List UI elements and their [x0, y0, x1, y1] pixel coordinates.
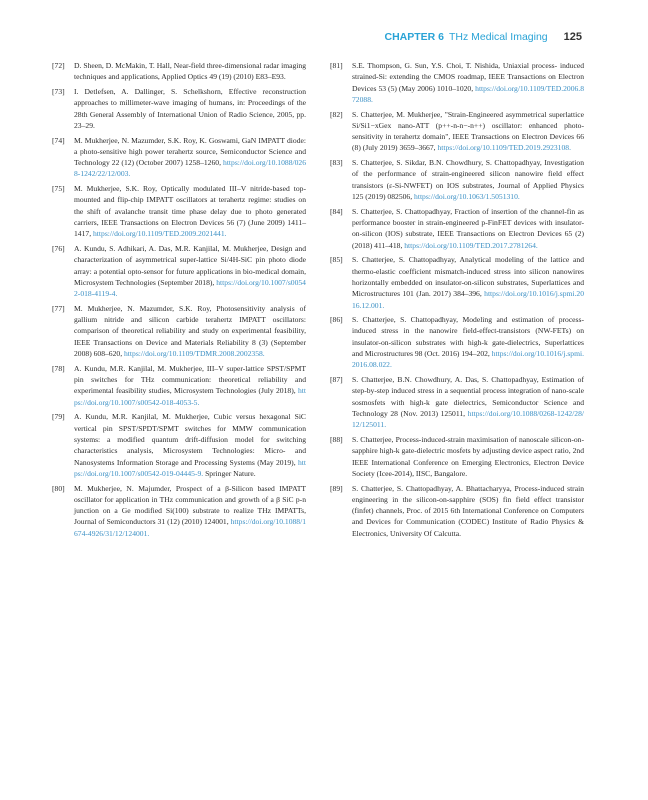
reference-number: [77] [52, 303, 65, 313]
reference-number: [80] [52, 483, 65, 493]
reference-item [330, 109, 584, 154]
reference-number: [76] [52, 244, 65, 254]
doi-link[interactable]: https://doi.org/10.1109/TED.2009.2021441. [93, 229, 227, 239]
doi-link[interactable]: https://doi.org/10.1109/TED.2006.872088. [352, 83, 584, 104]
doi-link[interactable]: https://doi.org/10.1109/TED.2017.2781264. [404, 240, 538, 250]
references-left-column [52, 60, 306, 542]
reference-number: [78] [52, 363, 65, 373]
reference-item [52, 303, 306, 359]
reference-text: M. Mukherjee, N. Majumder, Prospect of a β-Silicon based IMPATT oscillator for application in THz communication and growth of a β SiC p-n junction on a Ge modified Si(100) substrate to realize THz IMPATTs, Journal of Semiconductors 31 (12) (2010) 124001, [74, 483, 306, 527]
doi-link[interactable]: https://doi.org/10.1109/TED.2019.2923108. [437, 143, 571, 153]
chapter-label: CHAPTER 6 [384, 31, 445, 43]
doi-link[interactable]: https://doi.org/10.1063/1.5051310. [414, 192, 520, 202]
reference-number: [72] [52, 61, 65, 70]
doi-link[interactable]: https://doi.org/10.1007/s00542-018-4119-4. [74, 277, 306, 299]
reference-text: S. Chatterjee, S. Chattopadhyay, Analytical modeling of the lattice and thermo-elastic coefficient mismatch-induced stress into silicon nanowires horizontally embedded on insulator-on-silicon substrates, Superlattices and Microstructures 101 (Jan. 2017) 384–396, [352, 255, 584, 299]
page-number: 125 [563, 31, 582, 43]
reference-text: S. Chatterjee, S. Chattopadhyay, Fraction of insertion of the channel-fin as performance booster in strain-engineered p-FinFET devices with insulator-on-silicon (IOS) substrate, IEEE Transactions on Electron Devices 65 (2) (2018) 411–418, [352, 206, 584, 250]
reference-item [330, 206, 584, 251]
reference-number: [84] [330, 206, 343, 216]
doi-link[interactable]: https://doi.org/10.1088/0268-1242/22/12/003. [74, 158, 306, 179]
reference-text: M. Mukherjee, S.K. Roy, Optically modulated III–V nitride-based top-mounted and flip-chip IMPATT oscillators at terahertz regime: studies on the shift of avalanche transit time phase delay due to photo generated carriers, IEEE Transactions on Electron Devices 56 (7) (June 2009) 1411–1417, [74, 184, 306, 239]
reference-text: S. Chatterjee, S. Chattopadhyay, A. Bhattacharyya, Process-induced strain engineering in the silicon-on-sapphire (SOS) fin field effect transistor (finfet) channels, Proc. of 2015 6th International Conference on Computers and Devices for Communication (CODEC) Institute of Radio Physics & Electronics, University Of Calcutta. [352, 483, 584, 538]
reference-item [52, 60, 306, 83]
reference-item [330, 483, 584, 539]
reference-text: S. Chatterjee, S. Sikdar, B.N. Chowdhury, S. Chattopadhyay, Investigation of the performance of strain-engineered silicon nanowire field effect transistors (ɛ-Si-NWFET) on IOS substrates, Journal of Applied Physics 125 (2019) 082506, [352, 158, 584, 202]
reference-number: [81] [330, 61, 343, 70]
reference-text: A. Kundu, M.R. Kanjilal, M. Mukherjee, Cubic versus hexagonal SiC vertical pin SPST/SPDT/SPMT switches for MMW communication systems: a modified quantum drift-diffusion model for switching characteristics analysis, Microsystem Technologies: Micro- and Nanosystems Information Storage and Processing Systems (May 2019), [74, 412, 306, 467]
reference-text: I. Detlefsen, A. Dallinger, S. Schelkshorn, Effective reconstruction approaches to millimeter-wave imaging of humans, in: Proceedings of the 28th General Assembly of International Union of Radio Science, 2005, pp. 23–29. [74, 86, 306, 130]
reference-item [330, 60, 584, 105]
reference-text: S. Chatterjee, S. Chattopadhyay, Modeling and estimation of process-induced stress in the nanowire field-effect-transistors (NW-FETs) on insulator-on-silicon substrates with high-k gate-dielectrics, Superlattices and Microstructures 98 (Oct. 2016) 194–202, [352, 315, 584, 359]
reference-item [330, 314, 584, 370]
reference-number: [85] [330, 255, 343, 265]
doi-link[interactable]: https://doi.org/10.1007/s00542-018-4053-5. [74, 386, 306, 407]
reference-item [330, 157, 584, 202]
reference-item [52, 243, 306, 299]
reference-text: S. Chatterjee, M. Mukherjee, "Strain-Engineered asymmetrical superlattice Si/Si1−xGex nano-ATT (p++-n-n−-n++) oscillator: enhanced photo-sensitivity in terahertz domain", IEEE Transactions on Electron Devices 66 (8) (July 2019) 3659–3667, [352, 109, 584, 153]
reference-number: [74] [52, 135, 65, 145]
reference-number: [83] [330, 158, 343, 168]
doi-link[interactable]: https://doi.org/10.1016/j.spmi.2016.12.001. [352, 289, 584, 310]
reference-item [330, 254, 584, 310]
reference-number: [75] [52, 184, 65, 194]
reference-text: D. Sheen, D. McMakin, T. Hall, Near-field three-dimensional radar imaging techniques and applications, Applied Optics 49 (19) (2010) E83–E93. [74, 61, 306, 82]
reference-item [52, 363, 306, 408]
reference-item [330, 374, 584, 430]
reference-text: M. Mukherjee, N. Mazumder, S.K. Roy, Photosensitivity analysis of gallium nitride and silicon carbide terahertz IMPATT oscillators: comparison of theoretical reliability and study on experimental feasibility, IEEE Transactions on Device and Materials Reliability 8 (3) (September 2008) 608–620, [74, 303, 306, 359]
reference-text: S. Chatterjee, B.N. Chowdhury, A. Das, S. Chattopadhyay, Estimation of step-by-step induced stress in a sequential process integration of nano-scale sosmosfets with high-k gate dielectrics, Semiconductor Science and Technology 28 (Nov. 2013) 125011, [352, 375, 584, 418]
running-header [385, 30, 583, 44]
reference-text: S.E. Thompson, G. Sun, Y.S. Choi, T. Nishida, Uniaxial process- induced strained-Si: extending the CMOS roadmap, IEEE Transactions on Electron Devices 53 (5) (May 2006) 1010–1020, [352, 61, 584, 93]
reference-item [330, 434, 584, 479]
doi-link[interactable]: https://doi.org/10.1016/j.spmi.2016.08.022. [352, 349, 584, 370]
doi-link[interactable]: https://doi.org/10.1088/0268-1242/28/12/125011. [352, 408, 584, 430]
doi-link[interactable]: https://doi.org/10.1007/s00542-019-04445-9. [74, 457, 306, 478]
references-right-column [330, 60, 584, 542]
reference-number: [73] [52, 86, 65, 96]
reference-item [52, 183, 306, 239]
reference-item [52, 135, 306, 180]
doi-link[interactable]: https://doi.org/10.1088/1674-4926/31/12/124001. [74, 517, 307, 538]
reference-item [52, 86, 306, 131]
reference-number: [88] [330, 434, 343, 444]
reference-number: [86] [330, 315, 343, 325]
reference-text: A. Kundu, M.R. Kanjilal, M. Mukherjee, III–V super-lattice SPST/SPMT pin switches for THz communication: theoretical reliability and experimental feasibility studies, Microsystem Technologies (July 2018), [74, 363, 306, 396]
reference-number: [87] [330, 375, 343, 385]
reference-number: [82] [330, 109, 343, 119]
reference-number: [79] [52, 412, 65, 422]
doi-link[interactable]: https://doi.org/10.1109/TDMR.2008.2002358. [124, 349, 265, 359]
reference-item [52, 411, 306, 479]
chapter-title: THz Medical Imaging [449, 31, 548, 43]
reference-number: [89] [330, 483, 343, 493]
reference-text: S. Chatterjee, Process-induced-strain maximisation of nanoscale silicon-on-sapphire high-k gate-dielectric mosfets by adjusting device aspect ratio, 2nd IEEE International Conference on Emerging Electronics, Electron Device Society (Icee-2014), IISC, Bangalore. [352, 434, 584, 478]
reference-tail: Springer Nature. [203, 468, 256, 478]
reference-text: A. Kundu, S. Adhikari, A. Das, M.R. Kanjilal, M. Mukherjee, Design and characterization of asymmetrical super-lattice Si/4H-SiC pin photo diode array: a potential opto-sensor for future applications in bio-medical domain, Microsystem Technologies (September 2018), [74, 244, 306, 287]
reference-item [52, 483, 306, 539]
reference-text: M. Mukherjee, N. Mazumder, S.K. Roy, K. Goswami, GaN IMPATT diode: a photo-sensitive high power terahertz source, Semiconductor Science and Technology 22 (12) (October 2007) 1258–1260, [74, 135, 306, 168]
